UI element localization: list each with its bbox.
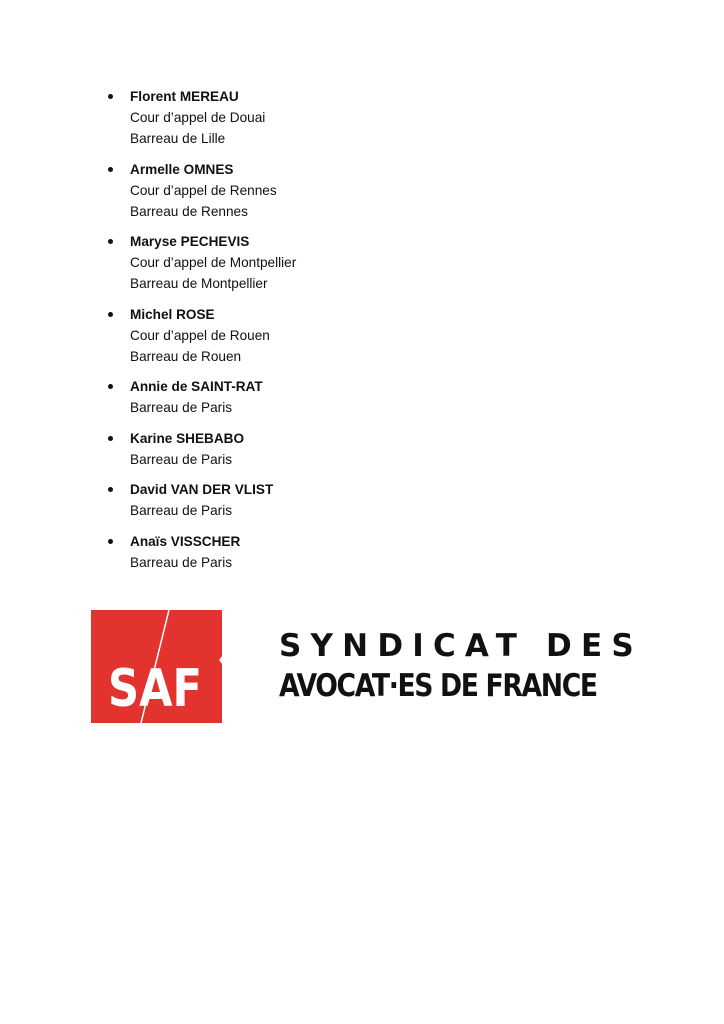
org-name-line2: AVOCAT·ES DE FRANCE (279, 668, 597, 704)
bullet-icon (108, 384, 113, 389)
list-item (108, 304, 296, 367)
person-affiliation: Barreau de Rennes (130, 203, 248, 219)
saf-logo (91, 610, 222, 723)
person-affiliation: Cour d’appel de Rouen (130, 327, 270, 343)
person-affiliation: Barreau de Rouen (130, 348, 242, 364)
list-item (108, 231, 296, 294)
person-name: Armelle OMNES (130, 161, 234, 177)
bullet-icon (108, 94, 113, 99)
bullet-icon (108, 539, 113, 544)
person-name: Annie de SAINT-RAT (130, 379, 263, 394)
organization-name (279, 626, 648, 706)
person-affiliation: Barreau de Paris (130, 400, 233, 415)
list-item (108, 479, 296, 521)
bullet-icon (108, 239, 113, 244)
person-affiliation: Cour d’appel de Rennes (130, 182, 277, 198)
logo-mark-text: SAF (108, 659, 202, 719)
bullet-icon (108, 312, 113, 317)
person-name: Anaïs VISSCHER (130, 533, 241, 549)
person-affiliation: Barreau de Paris (130, 503, 233, 518)
list-item (108, 159, 296, 222)
person-name: Florent MEREAU (130, 89, 239, 104)
person-affiliation: Barreau de Montpellier (130, 276, 268, 291)
person-affiliation: Barreau de Paris (130, 554, 233, 570)
person-affiliation: Barreau de Lille (130, 131, 226, 146)
bullet-icon (108, 436, 113, 441)
person-affiliation: Cour d’appel de Douai (130, 110, 266, 125)
person-name: Michel ROSE (130, 306, 215, 322)
list-item (108, 86, 296, 149)
person-affiliation: Barreau de Paris (130, 451, 233, 467)
person-name: Maryse PECHEVIS (130, 234, 250, 249)
org-name-line1: SYNDICAT DES (279, 628, 643, 664)
bullet-icon (108, 487, 113, 492)
person-name: Karine SHEBABO (130, 430, 245, 446)
person-name: David VAN DER VLIST (130, 482, 274, 497)
list-item (108, 376, 296, 418)
list-item (108, 531, 296, 573)
bullet-icon (108, 167, 113, 172)
member-list (108, 86, 296, 582)
person-affiliation: Cour d’appel de Montpellier (130, 255, 297, 270)
list-item (108, 428, 296, 470)
